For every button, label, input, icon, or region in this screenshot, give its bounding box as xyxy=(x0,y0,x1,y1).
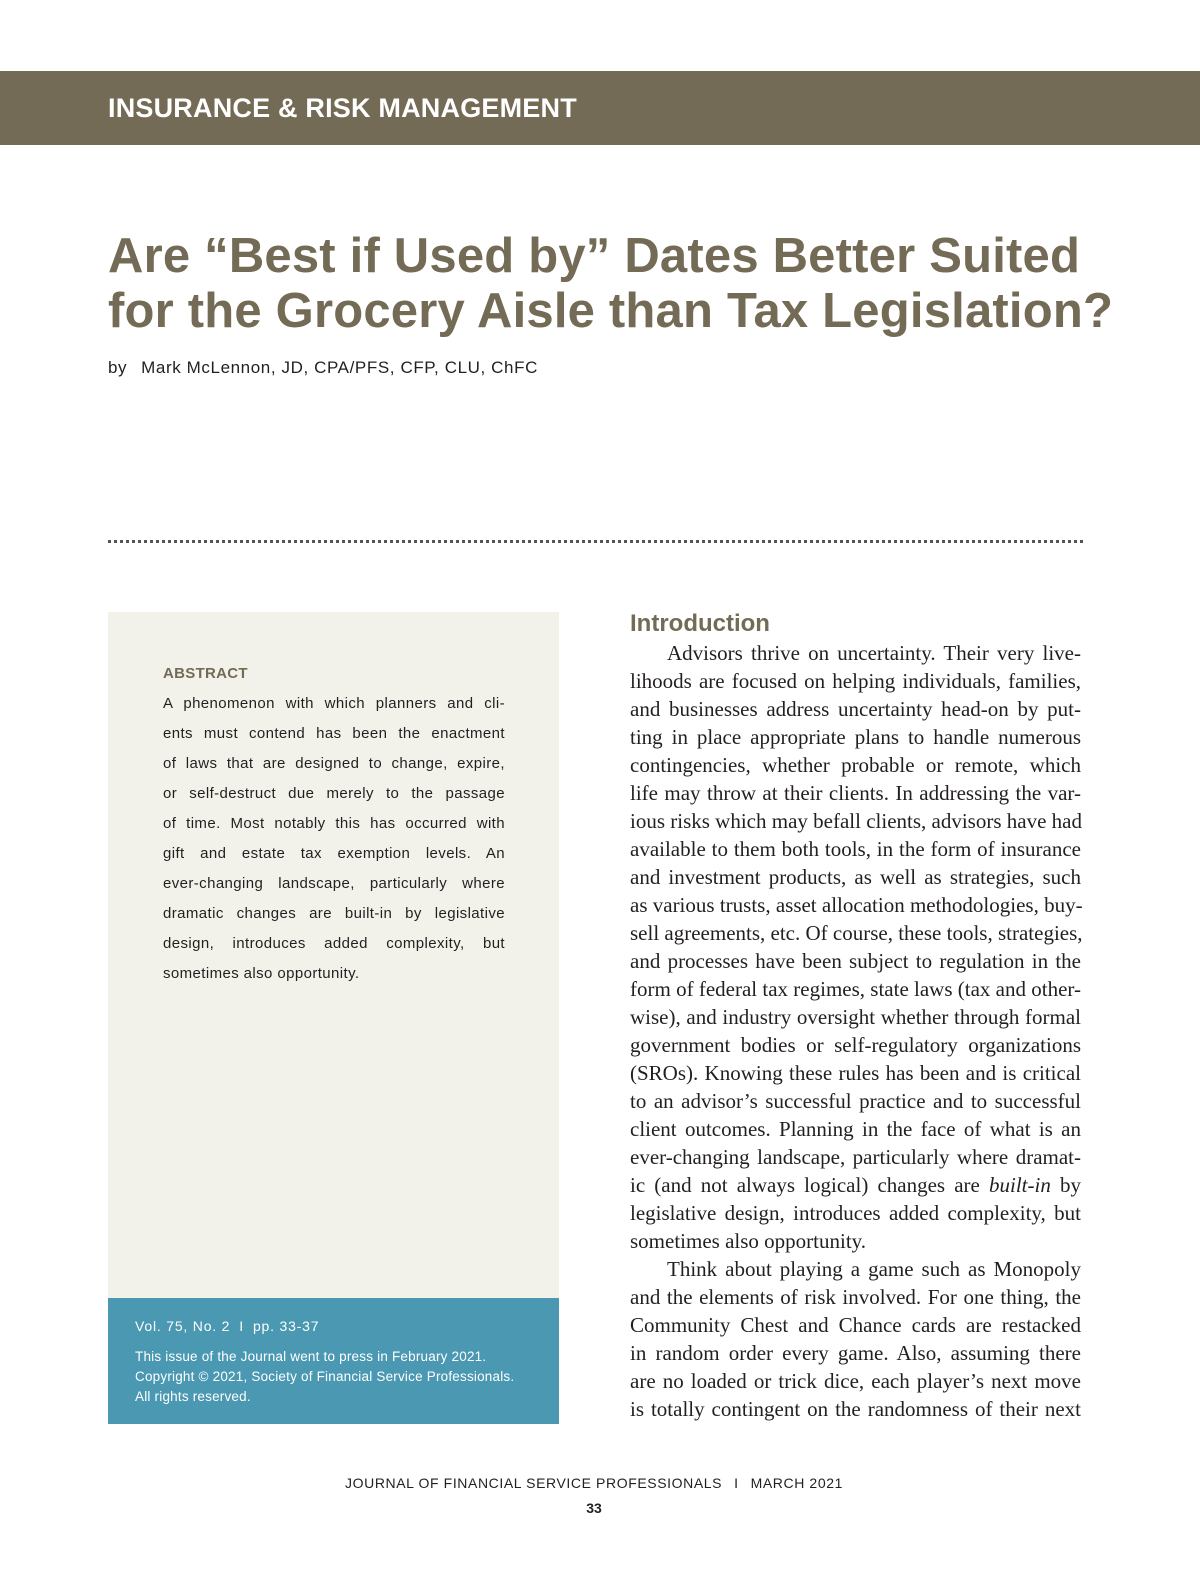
body-line: and investment products, as well as strategies, such xyxy=(630,865,1081,889)
byline-prefix: by xyxy=(108,358,128,377)
body-line: legislative design, introduces added complexity, but xyxy=(630,1201,1081,1225)
article-title xyxy=(108,229,1114,339)
body-line: sometimes also opportunity. xyxy=(630,1229,867,1253)
abstract-line: sometimes also opportunity. xyxy=(163,965,360,982)
byline xyxy=(108,358,538,378)
introduction-heading: Introduction xyxy=(630,610,770,637)
body-line: are no loaded or trick dice, each player’s next move xyxy=(630,1369,1081,1393)
body-line: as various trusts, asset allocation methodologies, buy- xyxy=(630,893,1083,917)
volume-separator: I xyxy=(239,1318,244,1334)
copyright-line: Copyright © 2021, Society of Financial Service Professionals. xyxy=(135,1369,515,1384)
body-line: and businesses address uncertainty head-on by put- xyxy=(630,697,1081,721)
body-line: form of federal tax regimes, state laws (tax and other- xyxy=(630,977,1081,1001)
volume-info xyxy=(135,1318,319,1334)
body-line: lihoods are focused on helping individuals, families, xyxy=(630,669,1081,693)
footer-journal-line xyxy=(0,1475,1188,1491)
body-line: life may throw at their clients. In addressing the var- xyxy=(630,781,1081,805)
body-line-with-emphasis xyxy=(630,1173,1081,1198)
body-line: (SROs). Knowing these rules has been and is critical xyxy=(630,1061,1081,1085)
body-line: Think about playing a game such as Monopoly xyxy=(667,1257,1081,1281)
footer-separator: I xyxy=(734,1475,739,1491)
body-line: sell agreements, etc. Of course, these tools, strategies, xyxy=(630,921,1083,945)
section-label: INSURANCE & RISK MANAGEMENT xyxy=(108,93,577,123)
abstract-line: of time. Most notably this has occurred with xyxy=(163,815,505,832)
body-line: contingencies, whether probable or remote, which xyxy=(630,753,1081,777)
body-line: ever-changing landscape, particularly where dramat- xyxy=(630,1145,1081,1169)
body-line: client outcomes. Planning in the face of what is an xyxy=(630,1117,1081,1141)
rights-line: All rights reserved. xyxy=(135,1389,251,1404)
body-text: by xyxy=(1060,1173,1081,1197)
body-line: available to them both tools, in the form of insurance xyxy=(630,837,1081,861)
abstract-line: of laws that are designed to change, expire, xyxy=(163,755,505,772)
journal-name: JOURNAL OF FINANCIAL SERVICE PROFESSIONALS xyxy=(345,1475,723,1491)
body-line: government bodies or self-regulatory organizations xyxy=(630,1033,1081,1057)
body-line: is totally contingent on the randomness of their next xyxy=(630,1397,1081,1421)
abstract-line: or self-destruct due merely to the passage xyxy=(163,785,505,802)
body-line: and processes have been subject to regulation in the xyxy=(630,949,1081,973)
page-number: 33 xyxy=(586,1500,602,1516)
abstract-line: gift and estate tax exemption levels. An xyxy=(163,845,505,862)
body-line: ious risks which may befall clients, advisors have had xyxy=(630,809,1082,833)
body-line: in random order every game. Also, assuming there xyxy=(630,1341,1081,1365)
body-line: wise), and industry oversight whether through formal xyxy=(630,1005,1081,1029)
page-range: pp. 33-37 xyxy=(252,1318,320,1334)
abstract-line: ents must contend has been the enactment xyxy=(163,725,505,742)
body-line: ting in place appropriate plans to handle numerous xyxy=(630,725,1081,749)
abstract-panel xyxy=(108,612,559,1298)
volume-number: Vol. 75, No. 2 xyxy=(135,1318,231,1334)
abstract-line: design, introduces added complexity, but xyxy=(163,935,505,952)
body-text: ic (and not always logical) changes are xyxy=(630,1173,980,1197)
abstract-line: ever-changing landscape, particularly where xyxy=(163,875,505,892)
body-line: to an advisor’s successful practice and to successful xyxy=(630,1089,1081,1113)
dotted-divider xyxy=(108,540,1083,543)
author-name: Mark McLennon, JD, CPA/PFS, CFP, CLU, ChFC xyxy=(141,358,538,377)
body-line: Community Chest and Chance cards are restacked xyxy=(630,1313,1081,1337)
abstract-line: dramatic changes are built-in by legislative xyxy=(163,905,505,922)
body-line: Advisors thrive on uncertainty. Their very live- xyxy=(667,641,1081,665)
issue-date: MARCH 2021 xyxy=(750,1475,843,1491)
body-line: and the elements of risk involved. For one thing, the xyxy=(630,1285,1081,1309)
press-notice-line: This issue of the Journal went to press in February 2021. xyxy=(135,1349,487,1364)
emphasis-text: built-in xyxy=(989,1173,1051,1197)
article-title-line: Are “Best if Used by” Dates Better Suited xyxy=(108,229,1081,283)
abstract-heading: ABSTRACT xyxy=(163,665,248,682)
article-title-line: for the Grocery Aisle than Tax Legislation? xyxy=(108,284,1114,338)
abstract-line: A phenomenon with which planners and cli- xyxy=(163,695,505,712)
